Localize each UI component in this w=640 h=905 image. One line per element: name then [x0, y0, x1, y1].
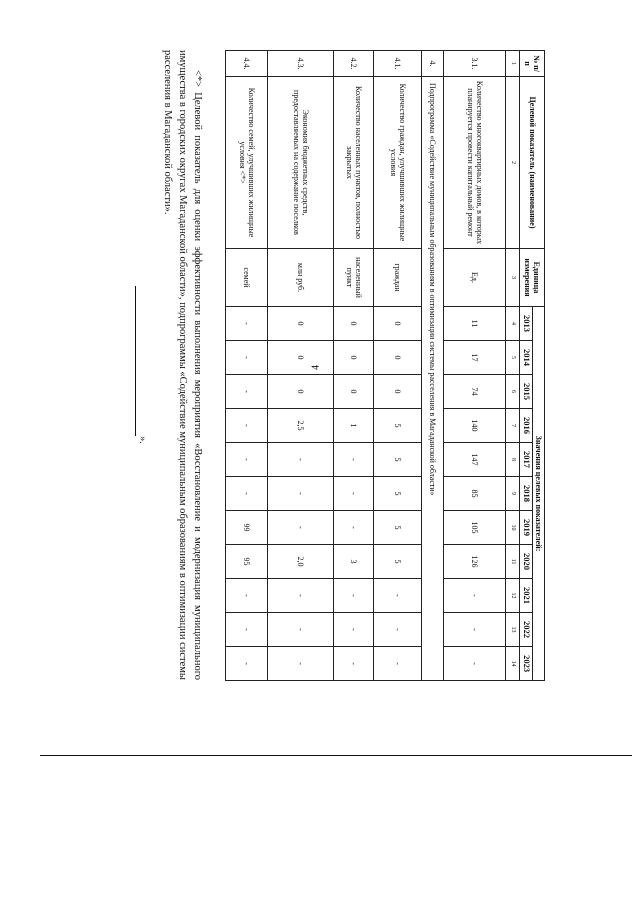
value-cell: 5: [374, 409, 422, 443]
row-number: 4.3.: [268, 51, 334, 77]
header-year: 2017: [520, 443, 533, 477]
row-number: 4.1.: [374, 51, 422, 77]
value-cell: 105: [444, 511, 506, 545]
value-cell: 0: [334, 307, 374, 341]
column-number: 3: [506, 249, 520, 307]
value-cell: -: [268, 579, 334, 613]
indicator-name: Количество граждан, улучшивших жилищные условия: [374, 77, 422, 249]
value-cell: 5: [374, 545, 422, 579]
column-number: 11: [506, 545, 520, 579]
value-cell: -: [226, 443, 268, 477]
signature-line: [135, 286, 146, 436]
value-cell: 1: [334, 409, 374, 443]
value-cell: -: [334, 647, 374, 681]
value-cell: 0: [374, 375, 422, 409]
bottom-rule: [40, 755, 632, 756]
header-unit: Единица измерения: [520, 249, 545, 307]
header-year: 2021: [520, 579, 533, 613]
column-number: 7: [506, 409, 520, 443]
value-cell: -: [374, 613, 422, 647]
value-cell: 0: [374, 307, 422, 341]
value-cell: -: [334, 613, 374, 647]
value-cell: -: [334, 579, 374, 613]
unit-cell: млн руб.: [268, 249, 334, 307]
indicators-table-container: [215, 50, 545, 680]
value-cell: -: [444, 647, 506, 681]
value-cell: 0: [268, 341, 334, 375]
column-number: 6: [506, 375, 520, 409]
value-cell: -: [226, 341, 268, 375]
table-row: [334, 51, 374, 681]
value-cell: -: [268, 443, 334, 477]
value-cell: 0: [268, 375, 334, 409]
value-cell: 147: [444, 443, 506, 477]
header-year: 2016: [520, 409, 533, 443]
rotated-page-content: [85, 50, 545, 680]
section-title: Подпрограмма «Содействие муниципальным образованиям в оптимизации системы расселения в Магаданской области»: [422, 77, 444, 681]
value-cell: -: [374, 579, 422, 613]
header-year: 2013: [520, 307, 533, 341]
table-row: [374, 51, 422, 681]
value-cell: 5: [374, 477, 422, 511]
value-cell: -: [226, 477, 268, 511]
value-cell: -: [268, 647, 334, 681]
value-cell: 0: [334, 341, 374, 375]
value-cell: -: [226, 647, 268, 681]
table-row: [268, 51, 334, 681]
column-number: 8: [506, 443, 520, 477]
value-cell: -: [268, 477, 334, 511]
header-indicator: Целевой показатель (наименование): [520, 77, 545, 249]
value-cell: 11: [444, 307, 506, 341]
section-row: [422, 51, 444, 681]
value-cell: -: [374, 647, 422, 681]
header-year: 2022: [520, 613, 533, 647]
value-cell: -: [226, 375, 268, 409]
column-number: 5: [506, 341, 520, 375]
value-cell: -: [334, 443, 374, 477]
header-year: 2018: [520, 477, 533, 511]
closing-line: [135, 50, 150, 680]
unit-cell: семей: [226, 249, 268, 307]
section-number: 4.: [422, 51, 444, 77]
row-number: 3.1.: [444, 51, 506, 77]
closing-quote: ».: [137, 436, 149, 444]
value-cell: -: [268, 613, 334, 647]
indicator-name: Количество населенных пунктов, полностью закрытых: [334, 77, 374, 249]
value-cell: 2,5: [268, 409, 334, 443]
value-cell: 140: [444, 409, 506, 443]
value-cell: -: [334, 511, 374, 545]
column-number: 12: [506, 579, 520, 613]
value-cell: -: [226, 409, 268, 443]
value-cell: -: [444, 579, 506, 613]
unit-cell: населенный пункт: [334, 249, 374, 307]
value-cell: 95: [226, 545, 268, 579]
column-number: 10: [506, 511, 520, 545]
page-number: 4: [310, 365, 322, 370]
row-number: 4.4.: [226, 51, 268, 77]
value-cell: 17: [444, 341, 506, 375]
value-cell: 0: [268, 307, 334, 341]
value-cell: -: [444, 613, 506, 647]
value-cell: -: [268, 511, 334, 545]
value-cell: -: [226, 579, 268, 613]
value-cell: 5: [374, 511, 422, 545]
indicators-table: [225, 50, 545, 681]
indicator-name: Экономия бюджетных средств, предоставляемых на содержание поселков: [268, 77, 334, 249]
value-cell: -: [334, 477, 374, 511]
header-year: 2014: [520, 341, 533, 375]
header-year: 2023: [520, 647, 533, 681]
column-number: 9: [506, 477, 520, 511]
value-cell: 74: [444, 375, 506, 409]
header-num: № п/п: [520, 51, 545, 77]
column-number: 14: [506, 647, 520, 681]
column-number: 1: [506, 51, 520, 77]
header-year: 2020: [520, 545, 533, 579]
unit-cell: граждан: [374, 249, 422, 307]
value-cell: 0: [334, 375, 374, 409]
footnote: [135, 50, 205, 680]
indicator-name: Количество семей, улучшивших жилищные условия <*>: [226, 77, 268, 249]
value-cell: 99: [226, 511, 268, 545]
column-number: 4: [506, 307, 520, 341]
column-numbers-row: [506, 51, 520, 681]
unit-cell: Ед.: [444, 249, 506, 307]
value-cell: 0: [374, 341, 422, 375]
value-cell: -: [226, 307, 268, 341]
indicator-name: Количество многоквартирных домов, в которых планируется провести капитальный ремонт: [444, 77, 506, 249]
value-cell: -: [226, 613, 268, 647]
header-year: 2019: [520, 511, 533, 545]
footnote-text: <*> Целевой показатель для оценки эффективности выполнения мероприятия «Восстановление и модернизация муниципального имущества в городских округах Магаданской области», подпрограммы «Содействие муниципальным образованиям в оптимизации системы расселения в Магаданской области».: [161, 50, 203, 680]
row-number: 4.2.: [334, 51, 374, 77]
value-cell: 126: [444, 545, 506, 579]
table-row: [444, 51, 506, 681]
column-number: 13: [506, 613, 520, 647]
header-year: 2015: [520, 375, 533, 409]
value-cell: 5: [374, 443, 422, 477]
table-body: [226, 51, 520, 681]
value-cell: 2,0: [268, 545, 334, 579]
column-number: 2: [506, 77, 520, 249]
header-values-group: Значения целевых показателей:: [532, 307, 544, 681]
value-cell: 85: [444, 477, 506, 511]
table-row: [226, 51, 268, 681]
value-cell: 3: [334, 545, 374, 579]
